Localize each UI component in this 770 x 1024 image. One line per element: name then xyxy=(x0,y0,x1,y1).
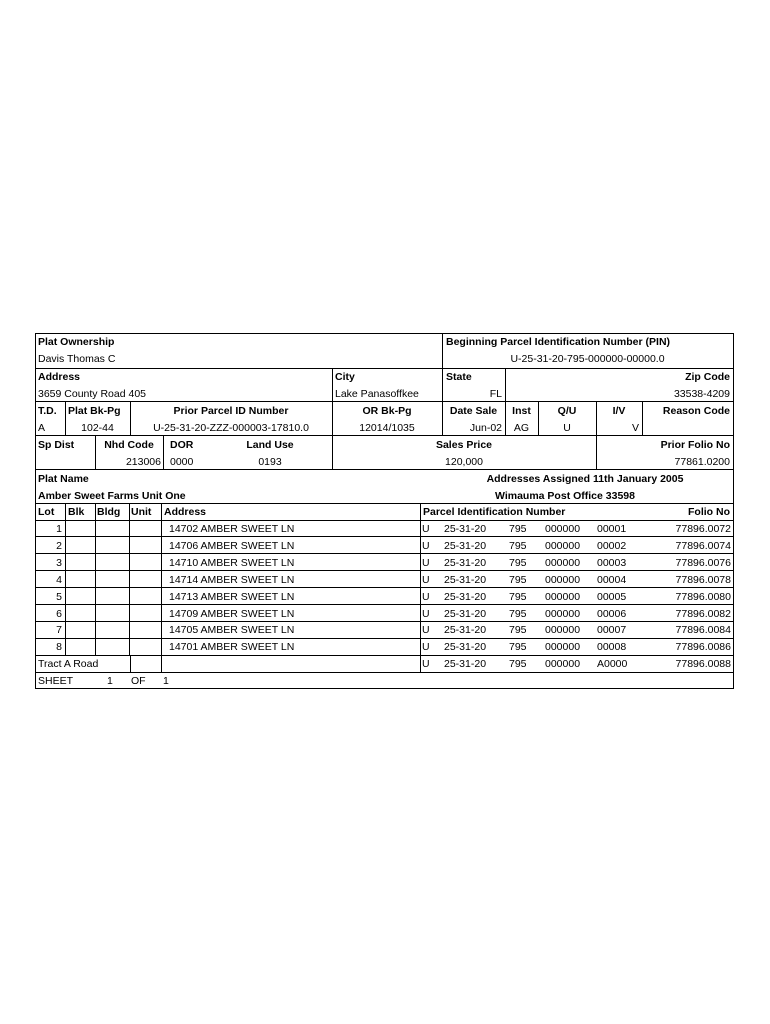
date-sale-label: Date Sale xyxy=(449,405,498,417)
pin-subdivision: 795 xyxy=(509,539,527,552)
lot-address: 14714 AMBER SWEET LN xyxy=(169,573,295,586)
prior-folio-label: Prior Folio No xyxy=(660,439,730,451)
pin-lot: 00004 xyxy=(597,573,627,586)
pin-prefix: U xyxy=(422,539,430,552)
folio-number: 77896.0074 xyxy=(675,539,731,552)
pin-prefix: U xyxy=(422,573,430,586)
col-bldg-header: Bldg xyxy=(97,506,121,518)
pin-subdivision: 795 xyxy=(509,624,527,637)
folio-number: 77896.0072 xyxy=(675,523,731,535)
col-unit-header: Unit xyxy=(131,506,152,518)
pin-prefix: U xyxy=(422,556,430,569)
col-address-header: Address xyxy=(164,506,207,518)
nhd-code-label: Nhd Code xyxy=(104,439,154,451)
pin-section-township-range: 25-31-20 xyxy=(444,624,487,637)
addresses-assigned-note: Addresses Assigned 11th January 2005 xyxy=(486,473,684,485)
zip-value: 33538-4209 xyxy=(673,388,730,400)
land-use-label: Land Use xyxy=(246,439,294,451)
plat-ownership-label: Plat Ownership xyxy=(38,336,115,348)
prior-parcel-value: U-25-31-20-ZZZ-000003-17810.0 xyxy=(153,422,309,434)
col-blk-header: Blk xyxy=(68,506,85,518)
pin-block: 000000 xyxy=(545,641,581,654)
pin-block: 000000 xyxy=(545,607,581,620)
pin-prefix: U xyxy=(422,607,430,620)
col-lot-header: Lot xyxy=(38,506,55,518)
pin-section-township-range: 25-31-20 xyxy=(444,556,487,569)
sales-price-label: Sales Price xyxy=(435,439,493,451)
pin-subdivision: 795 xyxy=(509,556,527,569)
pin-lot: 00006 xyxy=(597,607,627,620)
inst-label: Inst xyxy=(512,405,531,417)
pin-prefix: U xyxy=(422,590,430,603)
of-label: OF xyxy=(131,675,146,687)
lot-number: 2 xyxy=(56,539,62,552)
address-label: Address xyxy=(38,371,81,383)
pin-prefix: U xyxy=(422,523,430,535)
pin-lot: 00007 xyxy=(597,624,627,637)
lot-address: 14701 AMBER SWEET LN xyxy=(169,641,295,654)
tract-blk: 000000 xyxy=(545,658,581,670)
qu-label: Q/U xyxy=(557,405,577,417)
prior-parcel-label: Prior Parcel ID Number xyxy=(173,405,289,417)
lot-address: 14705 AMBER SWEET LN xyxy=(169,624,295,637)
lot-number: 7 xyxy=(56,624,62,637)
pin-block: 000000 xyxy=(545,523,581,535)
plat-name-label: Plat Name xyxy=(38,473,89,485)
col-folio-header: Folio No xyxy=(688,506,730,518)
lot-address: 14709 AMBER SWEET LN xyxy=(169,607,295,620)
pin-subdivision: 795 xyxy=(509,641,527,654)
pin-block: 000000 xyxy=(545,590,581,603)
sales-price-value: 120,000 xyxy=(445,456,483,468)
pin-lot: 00002 xyxy=(597,539,627,552)
folio-number: 77896.0076 xyxy=(675,556,731,569)
lot-address: 14713 AMBER SWEET LN xyxy=(169,590,295,603)
lot-number: 8 xyxy=(56,641,62,654)
lot-address: 14706 AMBER SWEET LN xyxy=(169,539,295,552)
lot-address: 14702 AMBER SWEET LN xyxy=(169,523,295,535)
tract-sub: 795 xyxy=(509,658,527,670)
td-value: A xyxy=(38,422,46,434)
sheet-label: SHEET xyxy=(38,675,74,687)
parcel-sheet xyxy=(35,333,734,689)
lot-number: 4 xyxy=(56,573,62,586)
pin-section-township-range: 25-31-20 xyxy=(444,607,487,620)
date-sale-value: Jun-02 xyxy=(469,422,502,434)
pin-section-township-range: 25-31-20 xyxy=(444,573,487,586)
reason-code-label: Reason Code xyxy=(662,405,730,417)
land-use-value: 0193 xyxy=(258,456,282,468)
pin-label: Beginning Parcel Identification Number (PIN) xyxy=(446,336,671,348)
owner-name: Davis Thomas C xyxy=(38,353,116,365)
col-pin-header: Parcel Identification Number xyxy=(423,506,566,518)
pin-lot: 00005 xyxy=(597,590,627,603)
state-value: FL xyxy=(489,388,502,400)
post-office-note: Wimauma Post Office 33598 xyxy=(495,490,635,502)
dor-value: 0000 xyxy=(170,456,194,468)
address-value: 3659 County Road 405 xyxy=(38,388,146,400)
pin-subdivision: 795 xyxy=(509,523,527,535)
lot-number: 1 xyxy=(56,523,62,535)
state-label: State xyxy=(446,371,472,383)
tract-folio: 77896.0088 xyxy=(675,658,731,670)
pin-block: 000000 xyxy=(545,573,581,586)
qu-value: U xyxy=(563,422,571,434)
lot-number: 5 xyxy=(56,590,62,603)
pin-subdivision: 795 xyxy=(509,573,527,586)
pin-lot: 00008 xyxy=(597,641,627,654)
pin-block: 000000 xyxy=(545,556,581,569)
pin-block: 000000 xyxy=(545,624,581,637)
pin-block: 000000 xyxy=(545,539,581,552)
or-bk-pg-value: 12014/1035 xyxy=(359,422,415,434)
pin-value: U-25-31-20-795-000000-00000.0 xyxy=(510,353,665,365)
pin-lot: 00001 xyxy=(597,523,627,535)
pin-section-township-range: 25-31-20 xyxy=(444,641,487,654)
sheet-total: 1 xyxy=(163,675,169,687)
dor-label: DOR xyxy=(170,439,194,451)
tract-prefix: U xyxy=(422,658,430,670)
inst-value: AG xyxy=(513,422,530,434)
city-label: City xyxy=(335,371,355,383)
zip-label: Zip Code xyxy=(685,371,730,383)
folio-number: 77896.0086 xyxy=(675,641,731,654)
pin-section-township-range: 25-31-20 xyxy=(444,539,487,552)
td-label: T.D. xyxy=(38,405,57,417)
lot-address: 14710 AMBER SWEET LN xyxy=(169,556,295,569)
lot-number: 6 xyxy=(56,607,62,620)
pin-section-township-range: 25-31-20 xyxy=(444,523,487,535)
folio-number: 77896.0078 xyxy=(675,573,731,586)
sheet-number: 1 xyxy=(107,675,113,687)
iv-label: I/V xyxy=(612,405,626,417)
or-bk-pg-label: OR Bk-Pg xyxy=(362,405,412,417)
city-value: Lake Panasoffkee xyxy=(335,388,419,400)
tract-label: Tract A Road xyxy=(38,658,99,670)
pin-section-township-range: 25-31-20 xyxy=(444,590,487,603)
folio-number: 77896.0084 xyxy=(675,624,731,637)
plat-bk-pg-value: 102-44 xyxy=(81,422,114,434)
folio-number: 77896.0080 xyxy=(675,590,731,603)
plat-bk-pg-label: Plat Bk-Pg xyxy=(68,405,121,417)
pin-subdivision: 795 xyxy=(509,590,527,603)
lot-number: 3 xyxy=(56,556,62,569)
nhd-code-value: 213006 xyxy=(125,456,161,468)
prior-folio-value: 77861.0200 xyxy=(674,456,730,468)
pin-lot: 00003 xyxy=(597,556,627,569)
tract-lotno: A0000 xyxy=(597,658,628,670)
iv-value: V xyxy=(631,422,639,434)
folio-number: 77896.0082 xyxy=(675,607,731,620)
pin-subdivision: 795 xyxy=(509,607,527,620)
pin-prefix: U xyxy=(422,641,430,654)
plat-name-value: Amber Sweet Farms Unit One xyxy=(38,490,186,502)
pin-prefix: U xyxy=(422,624,430,637)
tract-str: 25-31-20 xyxy=(444,658,487,670)
sp-dist-label: Sp Dist xyxy=(38,439,75,451)
